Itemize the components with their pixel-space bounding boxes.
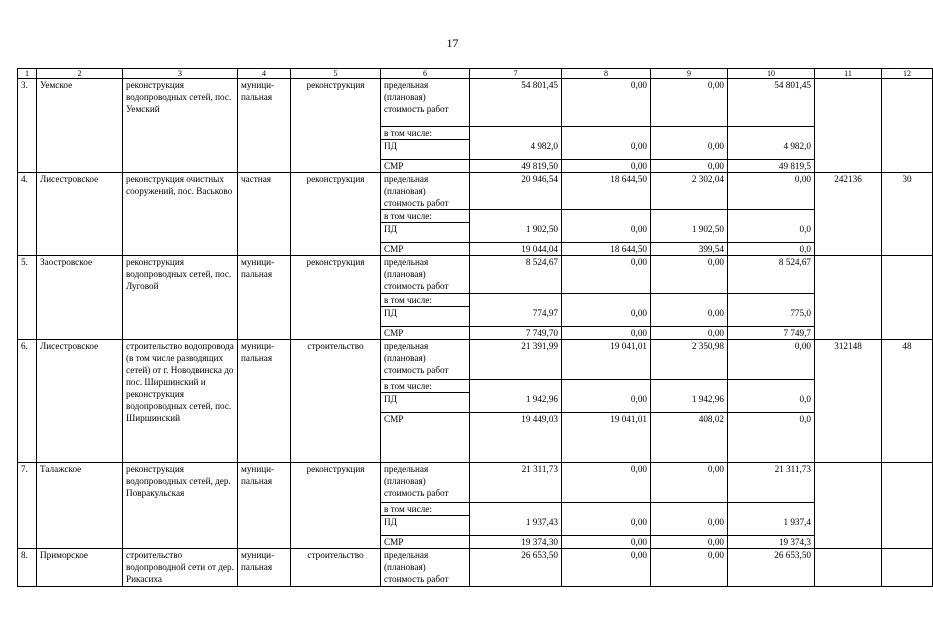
- settlement-cell: Лисестровское: [37, 173, 123, 256]
- including-label: в том числе:: [381, 127, 470, 140]
- row-number: 4.: [18, 173, 37, 256]
- pd-value: 0,00: [562, 516, 651, 536]
- spacer: [562, 503, 651, 516]
- total-cost-value: 2 302,04: [651, 173, 728, 210]
- total-cost-value: 0,00: [651, 256, 728, 294]
- smr-value: 408,02: [651, 413, 728, 463]
- object-cell: реконструкция очистных сооружений, пос. Васьково: [123, 173, 238, 256]
- pd-value: 775,0: [728, 307, 815, 327]
- cost-label-cell: предельная (плановая) стоимость работ: [381, 173, 470, 210]
- column-11-value: 242136: [815, 173, 882, 256]
- pd-label: ПД: [381, 307, 470, 327]
- pd-value: 1 937,4: [728, 516, 815, 536]
- total-cost-value: 0,00: [562, 549, 651, 587]
- spacer: [651, 503, 728, 516]
- table-row: [18, 256, 933, 294]
- total-cost-value: 20 946,54: [470, 173, 562, 210]
- column-number-row: [18, 69, 933, 79]
- smr-value: 7 749,7: [728, 327, 815, 340]
- total-cost-value: 0,00: [651, 79, 728, 127]
- pd-value: 0,00: [651, 307, 728, 327]
- smr-value: 19 374,30: [470, 536, 562, 549]
- row-number: 7.: [18, 463, 37, 549]
- column-number: 5: [291, 69, 381, 79]
- row-number: 6.: [18, 340, 37, 463]
- spacer: [728, 503, 815, 516]
- smr-label: СМР: [381, 327, 470, 340]
- spacer: [470, 380, 562, 393]
- spacer: [562, 127, 651, 140]
- pd-value: 1 937,43: [470, 516, 562, 536]
- total-cost-value: 8 524,67: [728, 256, 815, 294]
- spacer: [728, 210, 815, 223]
- smr-value: 0,00: [562, 327, 651, 340]
- spacer: [728, 127, 815, 140]
- smr-value: 7 749,70: [470, 327, 562, 340]
- object-cell: строительство водопровода (в том числе разводящих сетей) от г. Новодвинска до пос. Ширшинский и реконструкция водопроводных сетей, пос. Ширшинский: [123, 340, 238, 463]
- smr-value: 399,54: [651, 243, 728, 256]
- column-12-value: 48: [882, 340, 933, 463]
- smr-label: СМР: [381, 536, 470, 549]
- object-cell: строительство водопроводной сети от дер. Рикасиха: [123, 549, 238, 587]
- pd-value: 1 942,96: [470, 393, 562, 413]
- column-12-value: [882, 463, 933, 549]
- row-number: 8.: [18, 549, 37, 587]
- pd-value: 0,0: [728, 393, 815, 413]
- ownership-cell: частная: [238, 173, 291, 256]
- total-cost-value: 21 391,99: [470, 340, 562, 380]
- pd-label: ПД: [381, 223, 470, 243]
- total-cost-value: 54 801,45: [728, 79, 815, 127]
- smr-value: 0,00: [651, 160, 728, 173]
- ownership-cell: муници- пальная: [238, 549, 291, 587]
- smr-value: 0,00: [562, 536, 651, 549]
- pd-value: 0,00: [651, 140, 728, 160]
- table-row: [18, 173, 933, 210]
- spacer: [470, 294, 562, 307]
- settlement-cell: Заостровское: [37, 256, 123, 340]
- cost-label-cell: предельная (плановая) стоимость работ: [381, 256, 470, 294]
- work-type-cell: реконструкция: [291, 463, 381, 549]
- object-cell: реконструкция водопроводных сетей, пос. Луговой: [123, 256, 238, 340]
- total-cost-value: 0,00: [728, 173, 815, 210]
- pd-value: 4 982,0: [470, 140, 562, 160]
- total-cost-value: 18 644,50: [562, 173, 651, 210]
- cost-label-cell: предельная (плановая) стоимость работ: [381, 79, 470, 127]
- spacer: [651, 380, 728, 393]
- total-cost-value: 8 524,67: [470, 256, 562, 294]
- table-row: [18, 549, 933, 587]
- table-row: [18, 463, 933, 503]
- spacer: [470, 127, 562, 140]
- table-row: [18, 340, 933, 380]
- smr-value: 0,00: [651, 327, 728, 340]
- column-number: 10: [728, 69, 815, 79]
- smr-value: 49 819,50: [470, 160, 562, 173]
- pd-label: ПД: [381, 140, 470, 160]
- pd-value: 1 902,50: [470, 223, 562, 243]
- pd-label: ПД: [381, 516, 470, 536]
- smr-label: СМР: [381, 413, 470, 463]
- spacer: [562, 380, 651, 393]
- column-number: 7: [470, 69, 562, 79]
- total-cost-value: 0,00: [651, 463, 728, 503]
- total-cost-value: 0,00: [562, 463, 651, 503]
- cost-label-cell: предельная (плановая) стоимость работ: [381, 549, 470, 587]
- pd-value: 0,00: [562, 140, 651, 160]
- column-12-value: [882, 256, 933, 340]
- table-row: [18, 79, 933, 127]
- including-label: в том числе:: [381, 210, 470, 223]
- row-number: 5.: [18, 256, 37, 340]
- column-number: 6: [381, 69, 470, 79]
- work-type-cell: реконструкция: [291, 256, 381, 340]
- work-type-cell: реконструкция: [291, 79, 381, 173]
- total-cost-value: 21 311,73: [728, 463, 815, 503]
- pd-value: 0,00: [651, 516, 728, 536]
- column-number: 4: [238, 69, 291, 79]
- cost-label-cell: предельная (плановая) стоимость работ: [381, 463, 470, 503]
- column-number: 1: [18, 69, 37, 79]
- column-12-value: 30: [882, 173, 933, 256]
- smr-value: 18 644,50: [562, 243, 651, 256]
- column-number: 9: [651, 69, 728, 79]
- column-11-value: [815, 256, 882, 340]
- smr-value: 0,00: [562, 160, 651, 173]
- total-cost-value: 26 653,50: [728, 549, 815, 587]
- pd-value: 774,97: [470, 307, 562, 327]
- spacer: [562, 210, 651, 223]
- column-number: 8: [562, 69, 651, 79]
- settlement-cell: Приморское: [37, 549, 123, 587]
- cost-label-cell: предельная (плановая) стоимость работ: [381, 340, 470, 380]
- total-cost-value: 0,00: [728, 340, 815, 380]
- smr-value: 0,0: [728, 243, 815, 256]
- ownership-cell: муници- пальная: [238, 79, 291, 173]
- total-cost-value: 21 311,73: [470, 463, 562, 503]
- column-number: 12: [882, 69, 933, 79]
- including-label: в том числе:: [381, 380, 470, 393]
- work-type-cell: строительство: [291, 549, 381, 587]
- work-type-cell: строительство: [291, 340, 381, 463]
- pd-value: 0,00: [562, 307, 651, 327]
- spacer: [651, 210, 728, 223]
- pd-value: 4 982,0: [728, 140, 815, 160]
- row-number: 3.: [18, 79, 37, 173]
- including-label: в том числе:: [381, 503, 470, 516]
- investment-table: [17, 68, 933, 587]
- object-cell: реконструкция водопроводных сетей, пос. Уемский: [123, 79, 238, 173]
- column-11-value: [815, 463, 882, 549]
- smr-value: 19 044,04: [470, 243, 562, 256]
- ownership-cell: муници- пальная: [238, 340, 291, 463]
- spacer: [651, 127, 728, 140]
- pd-value: 1 902,50: [651, 223, 728, 243]
- pd-value: 0,00: [562, 223, 651, 243]
- spacer: [470, 210, 562, 223]
- column-11-value: 312148: [815, 340, 882, 463]
- spacer: [728, 380, 815, 393]
- total-cost-value: 19 041,01: [562, 340, 651, 380]
- total-cost-value: 0,00: [562, 256, 651, 294]
- settlement-cell: Талажское: [37, 463, 123, 549]
- column-12-value: [882, 79, 933, 173]
- column-12-value: [882, 549, 933, 587]
- pd-label: ПД: [381, 393, 470, 413]
- settlement-cell: Лисестровское: [37, 340, 123, 463]
- total-cost-value: 2 350,98: [651, 340, 728, 380]
- ownership-cell: муници- пальная: [238, 256, 291, 340]
- column-number: 3: [123, 69, 238, 79]
- smr-value: 19 041,01: [562, 413, 651, 463]
- total-cost-value: 0,00: [651, 549, 728, 587]
- spacer: [728, 294, 815, 307]
- column-number: 2: [37, 69, 123, 79]
- page-number: 17: [446, 36, 459, 50]
- total-cost-value: 26 653,50: [470, 549, 562, 587]
- settlement-cell: Уемское: [37, 79, 123, 173]
- smr-value: 19 374,3: [728, 536, 815, 549]
- pd-value: 1 942,96: [651, 393, 728, 413]
- object-cell: реконструкция водопроводных сетей, дер. Повракульская: [123, 463, 238, 549]
- smr-value: 0,0: [728, 413, 815, 463]
- smr-value: 19 449,03: [470, 413, 562, 463]
- smr-label: СМР: [381, 160, 470, 173]
- pd-value: 0,00: [562, 393, 651, 413]
- including-label: в том числе:: [381, 294, 470, 307]
- total-cost-value: 0,00: [562, 79, 651, 127]
- column-11-value: [815, 79, 882, 173]
- ownership-cell: муници- пальная: [238, 463, 291, 549]
- smr-label: СМР: [381, 243, 470, 256]
- smr-value: 49 819,5: [728, 160, 815, 173]
- spacer: [651, 294, 728, 307]
- work-type-cell: реконструкция: [291, 173, 381, 256]
- column-11-value: [815, 549, 882, 587]
- total-cost-value: 54 801,45: [470, 79, 562, 127]
- pd-value: 0,0: [728, 223, 815, 243]
- smr-value: 0,00: [651, 536, 728, 549]
- column-number: 11: [815, 69, 882, 79]
- spacer: [470, 503, 562, 516]
- spacer: [562, 294, 651, 307]
